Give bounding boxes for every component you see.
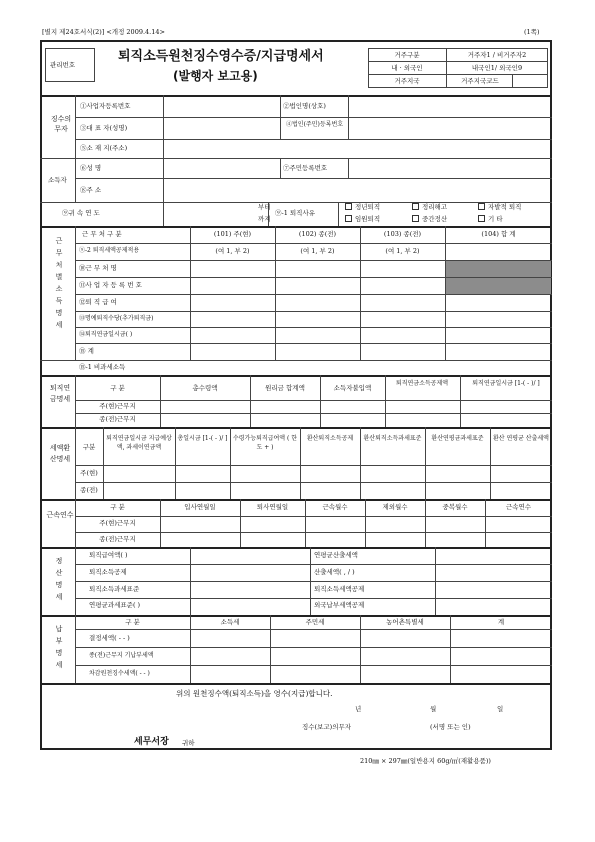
pay-h-resident-tax: 주민세 xyxy=(305,618,325,626)
reason-checkbox-interim[interactable] xyxy=(412,215,419,222)
pension-row-current: 주(현)근무지 xyxy=(99,402,136,410)
corp-reg-no-label: ④법인(주민)등록번호 xyxy=(286,121,344,128)
reason-checkbox-retirement-age[interactable] xyxy=(345,203,352,210)
reason-voluntary: 자발적 퇴직 xyxy=(488,203,522,211)
conv-h-type: 구분 xyxy=(82,443,96,451)
detail-row-type: 근 무 처 구 분 xyxy=(82,230,122,238)
pension-section-label: 퇴직연금명세 xyxy=(49,384,71,403)
col-total: (104) 합 계 xyxy=(481,230,516,238)
tenure-h-excluded: 제외월수 xyxy=(382,503,408,511)
biz-no-label: ①사업자등록번호 xyxy=(80,102,131,110)
pension-h-deduction: 퇴직연금소득공제액 xyxy=(395,380,449,387)
detail-row-pay: ⑫퇴 직 급 여 xyxy=(79,298,117,306)
tenure-row-previous: 종(전)근무지 xyxy=(99,535,136,543)
pay-h-type: 구 분 xyxy=(125,618,140,626)
reason-checkbox-other[interactable] xyxy=(478,215,485,222)
form-title: 퇴직소득원천징수영수증/지급명세서 xyxy=(118,49,324,64)
detail-row-bizno: ⑪사 업 자 등 록 번 호 xyxy=(79,281,142,289)
detail-row-credit: ⑨-2 퇴직세액공제적용 xyxy=(79,247,140,254)
nationality-value: 내국인1/ 외국인9 xyxy=(471,64,523,72)
receipt-statement: 위의 원천징수액(퇴직소득)을 영수(지급)합니다. xyxy=(176,689,333,698)
settle-deduction: 퇴직소득공제 xyxy=(89,568,127,576)
pay-row-prepaid: 종(전)근무지 기납부세액 xyxy=(89,652,154,659)
residence-country-label: 거주지국 xyxy=(394,77,420,85)
page-number: (1쪽) xyxy=(524,28,540,36)
reason-interim: 중간정산 xyxy=(422,215,448,223)
settle-computed-tax: 산출세액( , / ) xyxy=(314,568,355,576)
payer-address-label: ⑤소 재 지(주소) xyxy=(80,144,128,152)
pay-h-income-tax: 소득세 xyxy=(220,618,240,626)
tenure-h-years: 근속연수 xyxy=(505,503,532,511)
recipient-address-label: ⑧주 소 xyxy=(80,186,102,194)
admin-number-label: 관리번호 xyxy=(50,61,76,69)
pension-h-principal: 원리금 합계액 xyxy=(265,384,305,392)
tax-office-label: 세무서장 xyxy=(134,737,169,747)
recipient-section-label: 소득자 xyxy=(48,176,67,184)
reason-other: 기 타 xyxy=(488,215,503,223)
pension-h-lump: 퇴직연금일시금 [1-( - )/ ] xyxy=(472,380,540,387)
conv-h-annual-tax: 환산 연평균 산출세액 xyxy=(493,435,549,442)
tenure-h-months: 근속월수 xyxy=(322,503,348,511)
conv-row-previous: 종(전) xyxy=(80,486,98,494)
signature-field[interactable]: (서명 또는 인) xyxy=(430,723,471,731)
signer-label: 징수(보고)의무자 xyxy=(302,723,352,731)
rep-name-label: ③대 표 자(성명) xyxy=(80,124,128,132)
col-current: (101) 주(현) xyxy=(213,230,252,238)
apply-previous-2: (여 1, 부 2) xyxy=(385,247,420,255)
date-day: 일 xyxy=(497,705,504,713)
settle-annual-tax: 연평균산출세액 xyxy=(314,551,358,559)
conv-h-deduction: 환산퇴직소득공제 xyxy=(306,435,354,442)
residence-country-code-label: 거주지국코드 xyxy=(461,77,499,85)
conv-h-total-lump: 총일시금 [1-( - )/ ] xyxy=(177,435,228,442)
col-previous-2: (103) 종(전) xyxy=(383,230,422,238)
tenure-h-type: 구 분 xyxy=(110,503,125,511)
conv-h-tax-base: 환산퇴직소득과세표준 xyxy=(363,435,422,442)
form-number: [별지 제24호서식(2)] <개정 2009.4.14> xyxy=(42,28,165,36)
shaded-cell-total-bizno xyxy=(446,278,551,294)
settle-foreign-credit: 외국납부세액공제 xyxy=(314,601,365,609)
paper-spec: 210㎜ × 297㎜(일반용지 60g/㎡(재활용품)) xyxy=(360,757,491,765)
tenure-h-join: 입사연월일 xyxy=(184,503,216,511)
reason-checkbox-executive[interactable] xyxy=(345,215,352,222)
retirement-reason-label: ⑨-1 퇴직사유 xyxy=(275,209,316,217)
residency-type-value: 거주자1 / 비거주자2 xyxy=(467,51,527,59)
reason-checkbox-voluntary[interactable] xyxy=(478,203,485,210)
reason-retirement-age: 정년퇴직 xyxy=(355,203,381,211)
settle-annual-base: 연평균과세표준( ) xyxy=(89,601,141,609)
apply-current: (여 1, 부 2) xyxy=(215,247,250,255)
period-from: 부터 xyxy=(258,203,271,211)
recipient-resident-no-label: ⑦주민등록번호 xyxy=(283,164,328,172)
attribution-year-label: ⑨귀 속 연 도 xyxy=(62,209,100,217)
reason-executive: 임원퇴직 xyxy=(355,215,381,223)
tenure-h-leave: 퇴사연월일 xyxy=(256,503,289,511)
conv-row-current: 주(현) xyxy=(80,469,98,477)
date-year: 년 xyxy=(355,705,362,713)
pension-row-previous: 종(전)근무지 xyxy=(99,415,136,423)
date-month: 월 xyxy=(430,705,437,713)
detail-row-honorary: ⑬명예퇴직수당(추가퇴직금) xyxy=(79,315,154,322)
period-to: 까지 xyxy=(258,215,271,223)
reason-layoff: 정리해고 xyxy=(422,203,448,211)
detail-row-pension-lump: ⑭퇴직연금일시금( ) xyxy=(79,331,133,338)
apply-previous-1: (여 1, 부 2) xyxy=(300,247,335,255)
detail-section-label: 근무처별소득명세 xyxy=(55,237,63,329)
nationality-label: 내 · 외국인 xyxy=(391,64,423,72)
reason-checkbox-layoff[interactable] xyxy=(412,203,419,210)
payer-section-label: 징수의무자 xyxy=(50,115,72,133)
pension-h-paid: 소득자불입액 xyxy=(333,384,372,392)
conv-h-expected: 퇴직연금일시금 지급예상액, 과세이연금액 xyxy=(106,435,172,451)
pay-row-determined: 결정세액( - - ) xyxy=(89,634,130,642)
residency-type-label: 거주구분 xyxy=(394,51,420,59)
settle-tax-base: 퇴직소득과세표준 xyxy=(89,585,140,593)
pay-h-rural-tax: 농어촌특별세 xyxy=(386,618,424,626)
pension-h-type: 구 분 xyxy=(110,384,125,392)
detail-row-sum: ⑮ 계 xyxy=(79,347,94,355)
shaded-cell-total-name xyxy=(446,261,551,277)
honorific: 귀하 xyxy=(182,739,195,747)
settlement-section-label: 정산명세 xyxy=(55,557,63,601)
tenure-section-label: 근속연수 xyxy=(46,511,74,519)
col-previous-1: (102) 종(전) xyxy=(298,230,337,238)
pension-h-received: 총수령액 xyxy=(192,384,218,392)
tenure-h-overlap: 중복월수 xyxy=(442,503,468,511)
settle-pay: 퇴직급여액( ) xyxy=(89,551,128,559)
form-subtitle: (발행자 보고용) xyxy=(173,69,258,83)
non-taxable-label: ⑮-1 비과세소득 xyxy=(79,363,126,371)
conversion-section-label: 세액환산명세 xyxy=(49,444,71,463)
tenure-row-current: 주(현)근무지 xyxy=(99,519,136,527)
detail-row-workplace: ⑩근 무 처 명 xyxy=(79,264,117,272)
payment-section-label: 납부명세 xyxy=(55,625,63,669)
settle-tax-credit: 퇴직소득세액공제 xyxy=(314,585,365,593)
pay-h-total: 계 xyxy=(497,618,505,626)
conv-h-receivable: 수령가능퇴직급여액 ( 한도 + ) xyxy=(232,435,298,451)
pay-row-withholding: 차감원천징수세액( - - ) xyxy=(89,670,150,677)
conv-h-annual-base: 환산연평균과세표준 xyxy=(431,435,484,442)
recipient-name-label: ⑥성 명 xyxy=(80,164,102,172)
corp-name-label: ②법인명(상호) xyxy=(283,102,326,110)
